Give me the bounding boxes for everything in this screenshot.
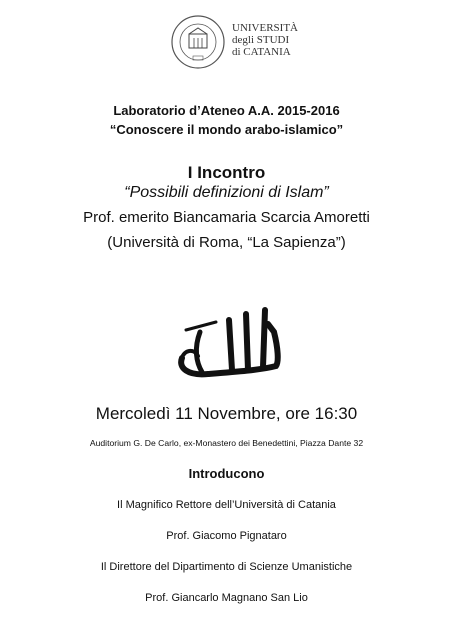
event-venue: Auditorium G. De Carlo, ex-Monastero dei Benedettini, Piazza Dante 32 [89, 438, 364, 448]
meeting-title: I Incontro [187, 163, 266, 182]
introducer-line: Prof. Giancarlo Magnano San Lio [145, 592, 308, 604]
series-theme: “Conoscere il mondo arabo-islamico” [109, 122, 344, 137]
series-title: Laboratorio d’Ateneo A.A. 2015-2016 [113, 103, 340, 118]
university-name-line2: degli STUDI [232, 34, 290, 46]
introducer-line: Il Direttore del Dipartimento di Scienze Umanistiche [100, 561, 353, 573]
introduction-heading: Introducono [188, 466, 265, 481]
speaker-affiliation: (Università di Roma, “La Sapienza”) [107, 234, 346, 251]
university-name-line1: UNIVERSITÀ [232, 22, 298, 34]
introducer-line: Prof. Giacomo Pignataro [166, 530, 287, 542]
university-seal-icon [170, 14, 226, 70]
event-datetime: Mercoledì 11 Novembre, ore 16:30 [95, 404, 358, 423]
university-name-line3: di CATANIA [232, 46, 291, 58]
university-name [232, 22, 298, 58]
speaker-name: Prof. emerito Biancamaria Scarcia Amoretti [83, 209, 370, 226]
introducer-line: Il Magnifico Rettore dell’Università di Catania [117, 499, 336, 511]
talk-title: “Possibili definizioni di Islam” [124, 184, 329, 201]
university-logo [170, 14, 298, 70]
allah-calligraphy-icon [166, 300, 286, 390]
